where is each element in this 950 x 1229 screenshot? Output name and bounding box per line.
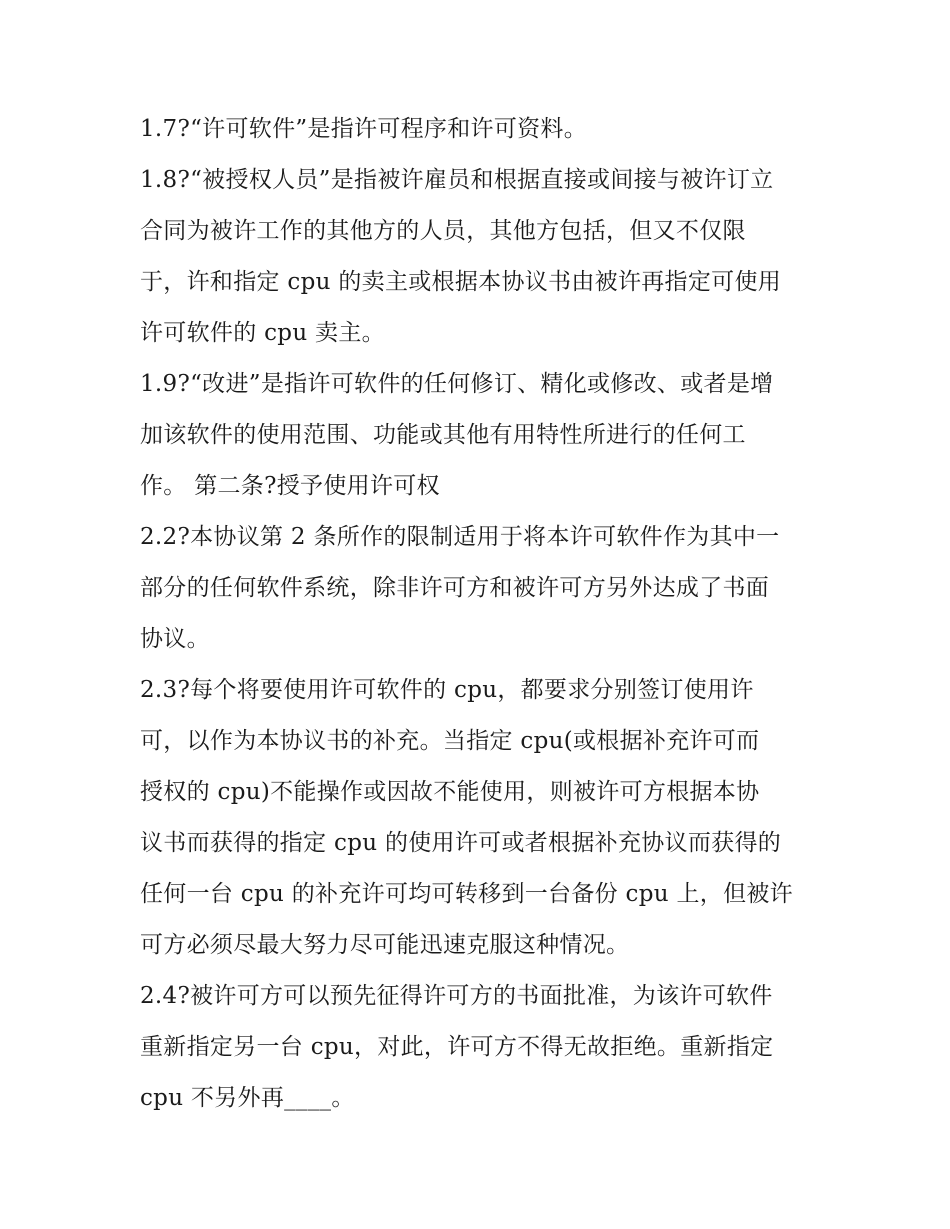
clause-2-3	[140, 665, 820, 971]
text-line: 重新指定另一台 cpu，对此，许可方不得无故拒绝。重新指定	[140, 1034, 774, 1060]
text-line: 协议。	[140, 626, 210, 652]
text-line: cpu 不另外再____。	[140, 1085, 355, 1111]
text-line: 可方必须尽最大努力尽可能迅速克服这种情况。	[140, 932, 630, 958]
text-line: 可，以作为本协议书的补充。当指定 cpu(或根据补充许可而	[140, 728, 760, 754]
clause-1-9	[140, 359, 820, 512]
document-body	[140, 104, 820, 1124]
text-line: 合同为被许工作的其他方的人员，其他方包括，但又不仅限	[140, 218, 746, 244]
clause-1-7	[140, 104, 820, 155]
text-line: 于，许和指定 cpu 的卖主或根据本协议书由被许再指定可使用	[140, 269, 782, 295]
clause-1-8	[140, 155, 820, 359]
text-line: 1.8?“被授权人员”是指被许雇员和根据直接或间接与被许订立	[140, 167, 774, 193]
clause-2-2	[140, 512, 820, 665]
text-line: 1.9?“改进”是指许可软件的任何修订、精化或修改、或者是增	[140, 371, 774, 397]
text-line: 许可软件的 cpu 卖主。	[140, 320, 385, 346]
text-line: 议书而获得的指定 cpu 的使用许可或者根据补充协议而获得的	[140, 830, 782, 856]
text-line: 2.3?每个将要使用许可软件的 cpu，都要求分别签订使用许	[140, 677, 754, 703]
text-line: 授权的 cpu)不能操作或因故不能使用，则被许可方根据本协	[140, 779, 760, 805]
clause-2-4	[140, 971, 820, 1124]
text-line: 2.2?本协议第 2 条所作的限制适用于将本许可软件作为其中一	[140, 524, 780, 550]
text-line: 2.4?被许可方可以预先征得许可方的书面批准，为该许可软件	[140, 983, 773, 1009]
text-line: 任何一台 cpu 的补充许可均可转移到一台备份 cpu 上，但被许	[140, 881, 793, 907]
text-line: 加该软件的使用范围、功能或其他有用特性所进行的任何工	[140, 422, 746, 448]
text-line: 1.7?“许可软件”是指许可程序和许可资料。	[140, 116, 588, 142]
text-line: 部分的任何软件系统，除非许可方和被许可方另外达成了书面	[140, 575, 770, 601]
text-line: 作。 第二条?授予使用许可权	[140, 473, 440, 499]
